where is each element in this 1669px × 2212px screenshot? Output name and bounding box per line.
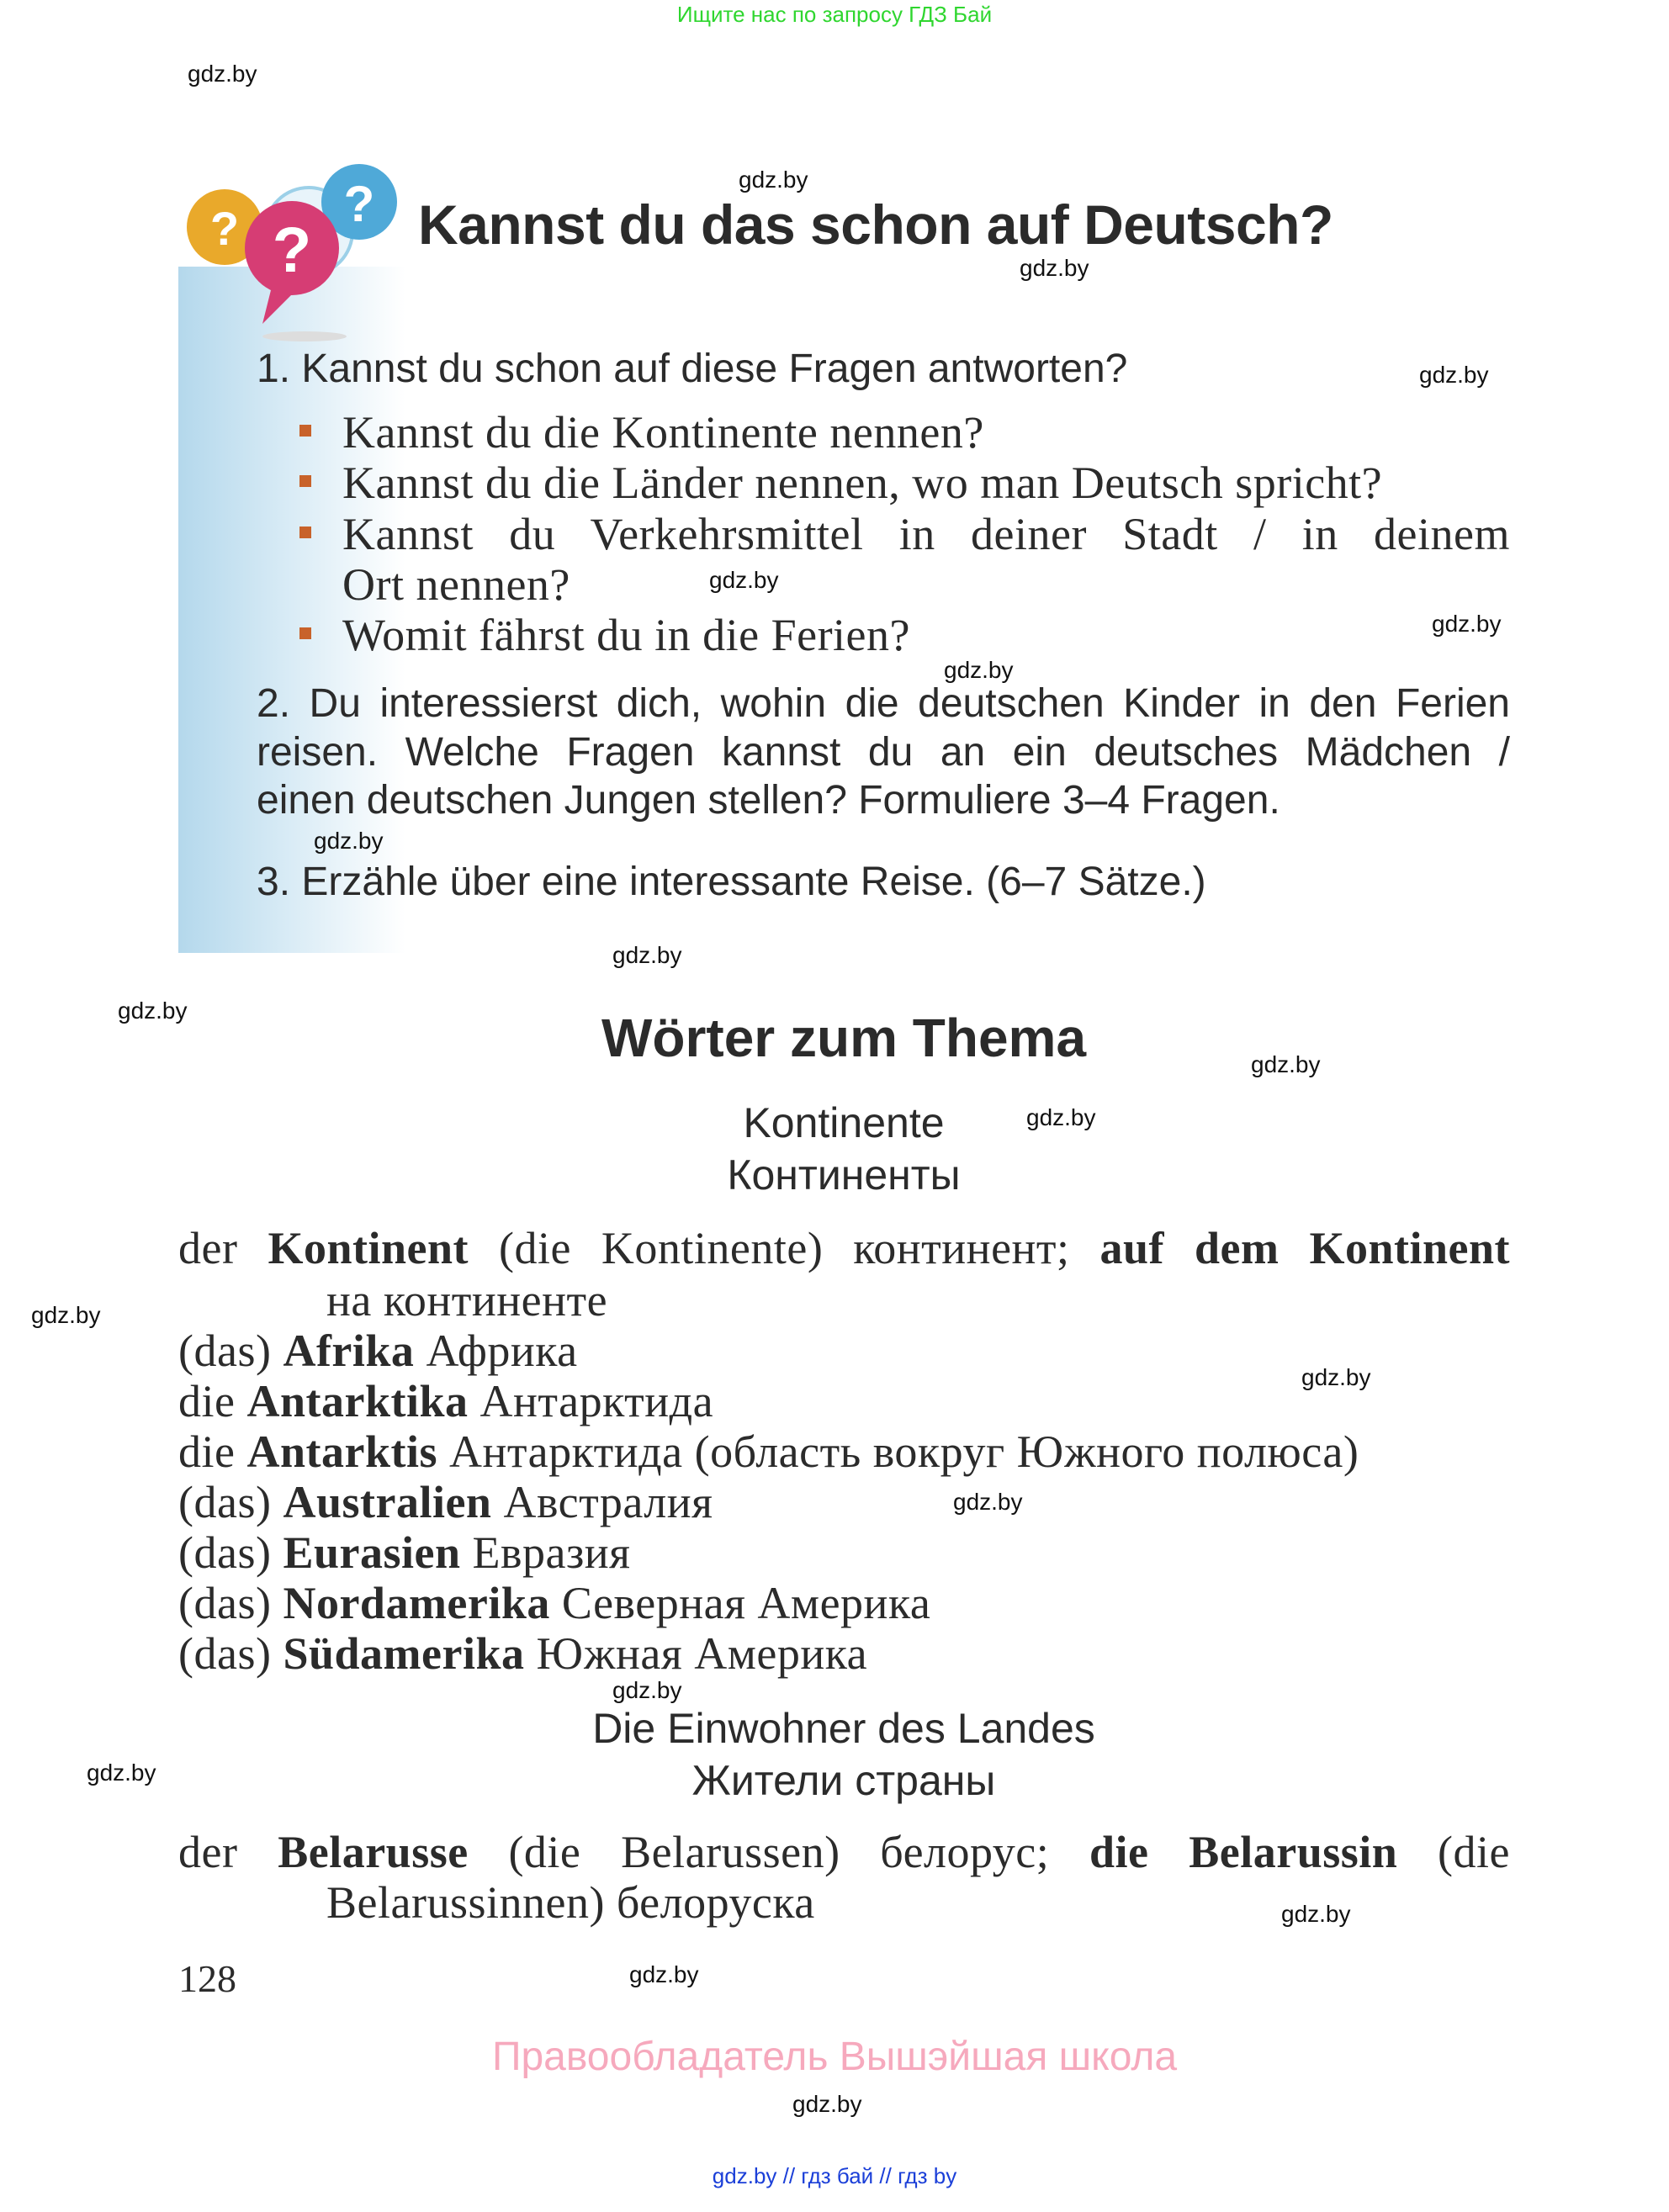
vocab-translation-continued: Belarussinnen) белоруска	[326, 1877, 815, 1928]
inhabitants-heading-ru: Жители страны	[691, 1757, 996, 1804]
vocab-entry-kontinent	[178, 1225, 1510, 1271]
watermark: gdz.by	[953, 1489, 1023, 1515]
translation: (die	[1397, 1827, 1511, 1877]
vocab-word: die Belarussin	[1089, 1827, 1398, 1877]
watermark: gdz.by	[944, 657, 1014, 683]
article: der	[178, 1223, 268, 1273]
question-bubbles-icon	[178, 156, 410, 345]
article: (das)	[178, 1477, 283, 1527]
vocab-word: Kontinent	[268, 1223, 469, 1273]
watermark: gdz.by	[188, 61, 257, 87]
vocab-word: Nordamerika	[283, 1578, 550, 1628]
watermark: gdz.by	[1020, 255, 1089, 281]
translation: Африка	[414, 1326, 578, 1376]
watermark: gdz.by	[1251, 1051, 1321, 1077]
watermark: gdz.by	[739, 167, 808, 193]
copyright-notice: Правообладатель Вышэйшая школа	[491, 2035, 1178, 2079]
vocab-translation-continued: на континенте	[326, 1275, 608, 1326]
bullet-icon	[299, 425, 311, 437]
vocab-entry	[178, 1527, 631, 1578]
translation: Антарктида	[468, 1376, 714, 1426]
vocab-entry	[178, 1628, 868, 1679]
vocab-entry-belarusse	[178, 1829, 1510, 1875]
bullet-icon	[299, 527, 311, 538]
bullet-icon	[299, 475, 311, 487]
task-2-line: 2. Du interessierst dich, wohin die deutschen Kinder in den Ferien	[257, 681, 1510, 726]
watermark: gdz.by	[1026, 1104, 1096, 1130]
translation: Южная Америка	[524, 1628, 868, 1679]
watermark: gdz.by	[629, 1961, 699, 1987]
vocab-word: Antarktis	[246, 1426, 437, 1477]
vocab-entry	[178, 1376, 714, 1426]
task-1-bullet-continued: Ort nennen?	[342, 559, 570, 610]
task-1-bullet: Kannst du Verkehrsmittel in deiner Stadt / in deinem	[342, 509, 1510, 559]
watermark: gdz.by	[1301, 1364, 1371, 1390]
watermark: gdz.by	[118, 998, 188, 1024]
watermark: gdz.by	[87, 1760, 156, 1786]
task-1-bullet: Kannst du die Länder nennen, wo man Deutsch spricht?	[342, 458, 1383, 508]
article: der	[178, 1827, 278, 1877]
watermark: gdz.by	[709, 567, 779, 593]
article: (das)	[178, 1578, 283, 1628]
vocab-entry	[178, 1580, 930, 1626]
watermark: gdz.by	[1281, 1901, 1351, 1927]
search-banner: Ищите нас по запросу ГДЗ Бай	[676, 2, 993, 27]
vocab-entry	[178, 1426, 1359, 1477]
watermark: gdz.by	[792, 2091, 862, 2117]
watermark: gdz.by	[612, 942, 682, 968]
task-3: 3. Erzähle über eine interessante Reise. (6–7 Sätze.)	[257, 860, 1206, 904]
svg-text:?: ?	[343, 176, 375, 232]
vocab-word: Afrika	[283, 1326, 415, 1376]
translation: Австралия	[491, 1477, 713, 1527]
task-1-bullet: Womit fährst du in die Ferien?	[342, 610, 910, 660]
bullet-icon	[299, 627, 311, 639]
inhabitants-heading-de: Die Einwohner des Landes	[592, 1705, 1095, 1752]
article: die	[178, 1376, 247, 1426]
section-title: Kannst du das schon auf Deutsch?	[418, 193, 1333, 256]
task-1-question: 1. Kannst du schon auf diese Fragen antworten?	[257, 347, 1128, 391]
vocab-word: Australien	[283, 1477, 492, 1527]
task-2-line: einen deutschen Jungen stellen? Formuliere 3–4 Fragen.	[257, 778, 1280, 823]
vocab-word: Südamerika	[283, 1628, 525, 1679]
footer-links[interactable]: gdz.by // гдз бай // гдз by	[712, 2163, 957, 2188]
vocab-title: Wörter zum Thema	[601, 1008, 1087, 1068]
article: (das)	[178, 1527, 283, 1578]
task-1-bullet: Kannst du die Kontinente nennen?	[342, 407, 984, 458]
page-number: 128	[178, 1957, 236, 2000]
vocab-word: Antarktika	[246, 1376, 469, 1426]
translation: Евразия	[460, 1527, 631, 1578]
translation: Антарктида (область вокруг Южного полюса)	[437, 1426, 1359, 1477]
continents-heading-de: Kontinente	[743, 1099, 945, 1146]
vocab-phrase: auf dem Kontinent	[1099, 1223, 1510, 1273]
vocab-word: Eurasien	[283, 1527, 461, 1578]
vocab-entry	[178, 1326, 578, 1376]
vocab-entry	[178, 1479, 713, 1525]
svg-text:?: ?	[209, 202, 240, 255]
watermark: gdz.by	[612, 1677, 682, 1703]
task-2-line: reisen. Welche Fragen kannst du an ein deutsches Mädchen /	[257, 730, 1510, 775]
watermark: gdz.by	[314, 828, 384, 854]
translation: (die Belarussen) белорус;	[468, 1827, 1089, 1877]
vocab-word: Belarusse	[278, 1827, 469, 1877]
article: die	[178, 1426, 247, 1477]
watermark: gdz.by	[1432, 611, 1502, 637]
article: (das)	[178, 1326, 283, 1376]
article: (das)	[178, 1628, 283, 1679]
watermark: gdz.by	[31, 1302, 101, 1328]
continents-heading-ru: Континенты	[727, 1151, 961, 1199]
translation: Северная Америка	[549, 1578, 931, 1628]
svg-text:?: ?	[272, 214, 312, 286]
translation: (die Kontinente) континент;	[468, 1223, 1100, 1273]
watermark: gdz.by	[1419, 362, 1489, 388]
